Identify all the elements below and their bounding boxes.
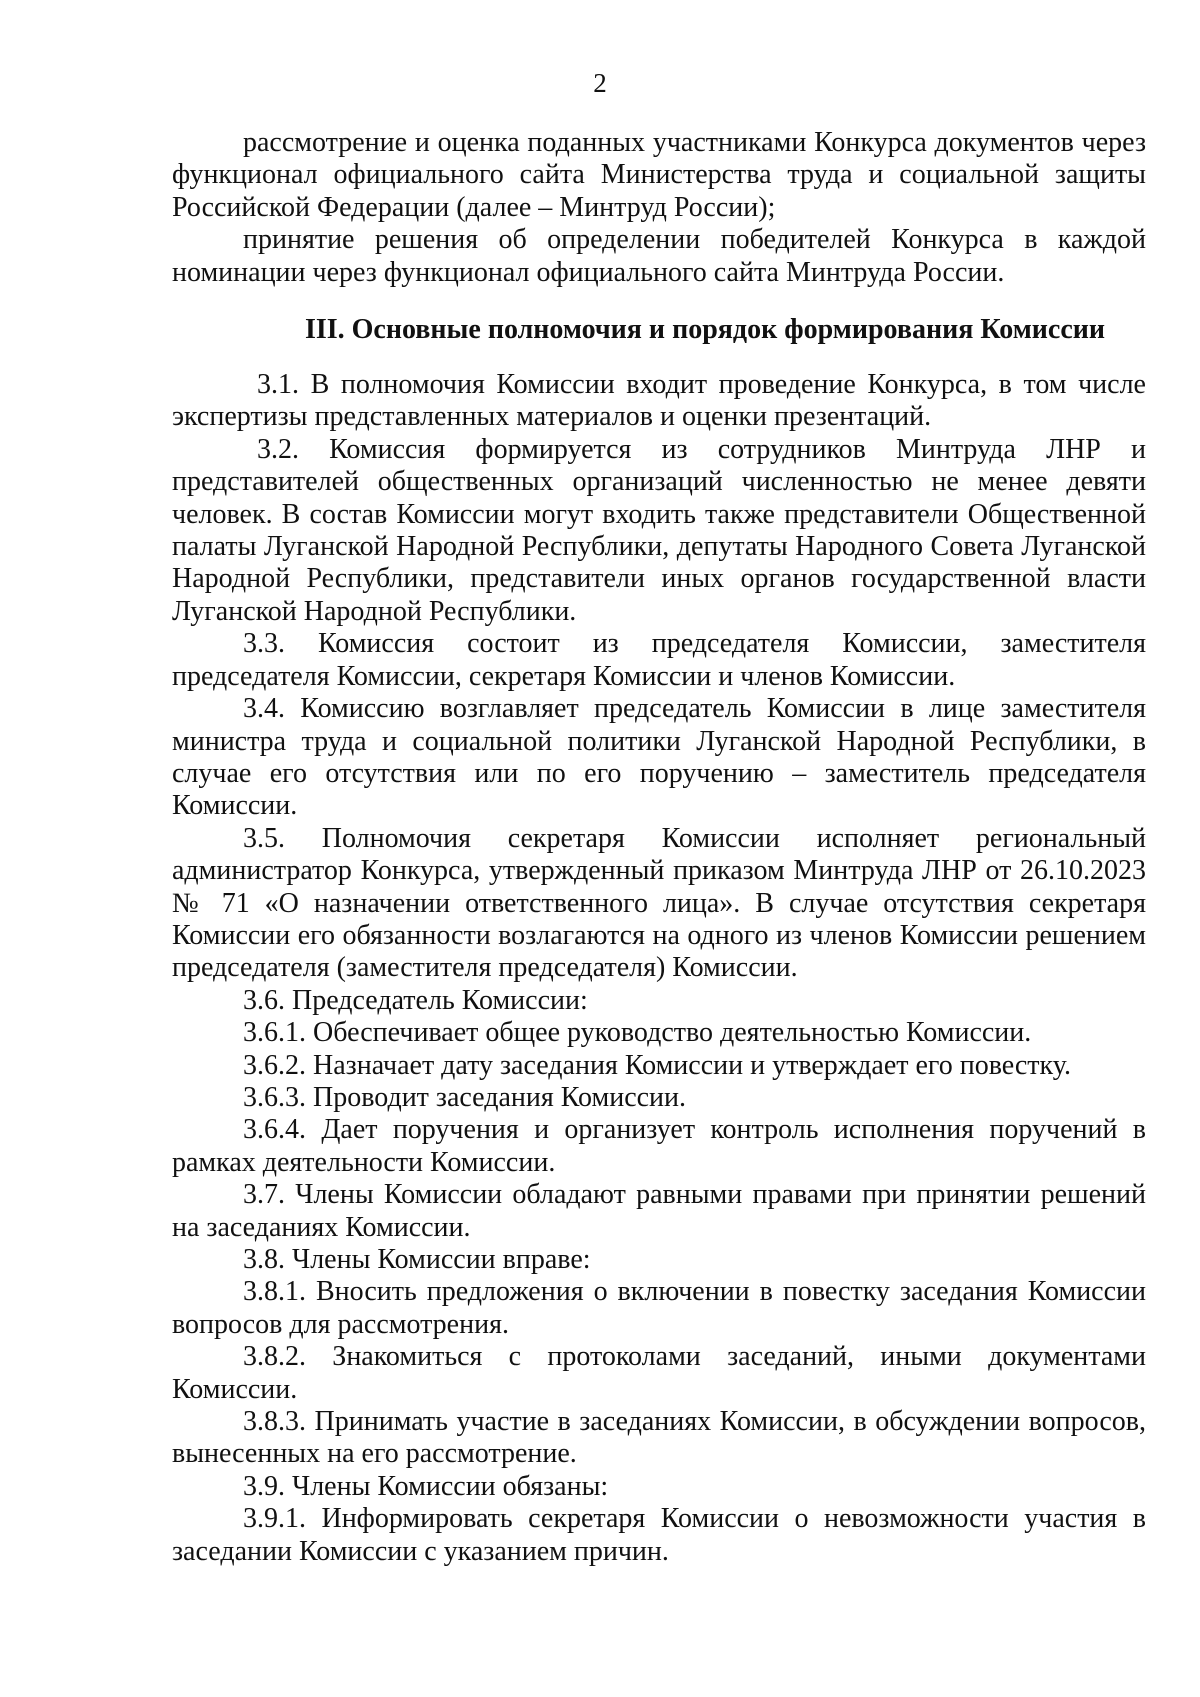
paragraph-3-6: 3.6. Председатель Комиссии: bbox=[243, 984, 588, 1016]
paragraph-3-8: 3.8. Члены Комиссии вправе: bbox=[243, 1244, 591, 1275]
paragraph-3-6-4: 3.6.4. Дает поручения и организует контроль исполнения поручений в рамках деятельности Комиссии. bbox=[172, 1114, 1146, 1178]
paragraph-3-6-1: 3.6.1. Обеспечивает общее руководство деятельностью Комиссии. bbox=[243, 1017, 1032, 1049]
section-heading: III. Основные полномочия и порядок формирования Комиссии bbox=[304, 314, 1106, 346]
paragraph-3-8-1: 3.8.1. Вносить предложения о включении в повестку заседания Комиссии вопросов для рассмотрения. bbox=[172, 1276, 1146, 1340]
paragraph-intro-1: рассмотрение и оценка поданных участниками Конкурса документов через функционал официального сайта Министерства труда и социальной защиты Российской Федерации (далее – Минтруд России); bbox=[172, 127, 1146, 223]
paragraph-intro-2: принятие решения об определении победителей Конкурса в каждой номинации через функционал официального сайта Минтруда России. bbox=[172, 224, 1146, 288]
paragraph-3-1: 3.1. В полномочия Комиссии входит проведение Конкурса, в том числе экспертизы представленных материалов и оценки презентаций. bbox=[172, 369, 1146, 433]
paragraph-3-7: 3.7. Члены Комиссии обладают равными правами при принятии решений на заседаниях Комиссии. bbox=[172, 1179, 1146, 1243]
paragraph-3-6-2: 3.6.2. Назначает дату заседания Комиссии и утверждает его повестку. bbox=[243, 1049, 1071, 1081]
paragraph-3-8-2: 3.8.2. Знакомиться с протоколами заседаний, иными документами Комиссии. bbox=[172, 1341, 1146, 1405]
paragraph-3-6-3: 3.6.3. Проводит заседания Комиссии. bbox=[243, 1081, 687, 1113]
document-body bbox=[172, 127, 1146, 1568]
paragraph-3-8-3: 3.8.3. Принимать участие в заседаниях Комиссии, в обсуждении вопросов, вынесенных на его рассмотрение. bbox=[172, 1406, 1146, 1470]
paragraph-3-4: 3.4. Комиссию возглавляет председатель Комиссии в лице заместителя министра труда и социальной политики Луганской Народной Республики, в случае его отсутствия или по его поручению – заместитель председателя Комиссии. bbox=[172, 693, 1146, 822]
paragraph-3-5: 3.5. Полномочия секретаря Комиссии исполняет региональный администратор Конкурса, утвержденный приказом Минтруда ЛНР от 26.10.2023 № 71 «О назначении ответственного лица». В случае отсутствия секретаря Комиссии его обязанности возлагаются на одного из членов Комиссии решением председателя (заместителя председателя) Комиссии. bbox=[172, 822, 1146, 984]
paragraph-3-9: 3.9. Члены Комиссии обязаны: bbox=[243, 1470, 609, 1502]
page-number: 2 bbox=[593, 68, 607, 98]
paragraph-3-9-1: 3.9.1. Информировать секретаря Комиссии о невозможности участия в заседании Комиссии с указанием причин. bbox=[172, 1503, 1146, 1567]
paragraph-3-3: 3.3. Комиссия состоит из председателя Комиссии, заместителя председателя Комиссии, секретаря Комиссии и членов Комиссии. bbox=[172, 628, 1146, 692]
paragraph-3-2: 3.2. Комиссия формируется из сотрудников Минтруда ЛНР и представителей общественных организаций численностью не менее девяти человек. В состав Комиссии могут входить также представители Общественной палаты Луганской Народной Республики, депутаты Народного Совета Луганской Народной Республики, представители иных органов государственной власти Луганской Народной Республики. bbox=[172, 433, 1146, 627]
